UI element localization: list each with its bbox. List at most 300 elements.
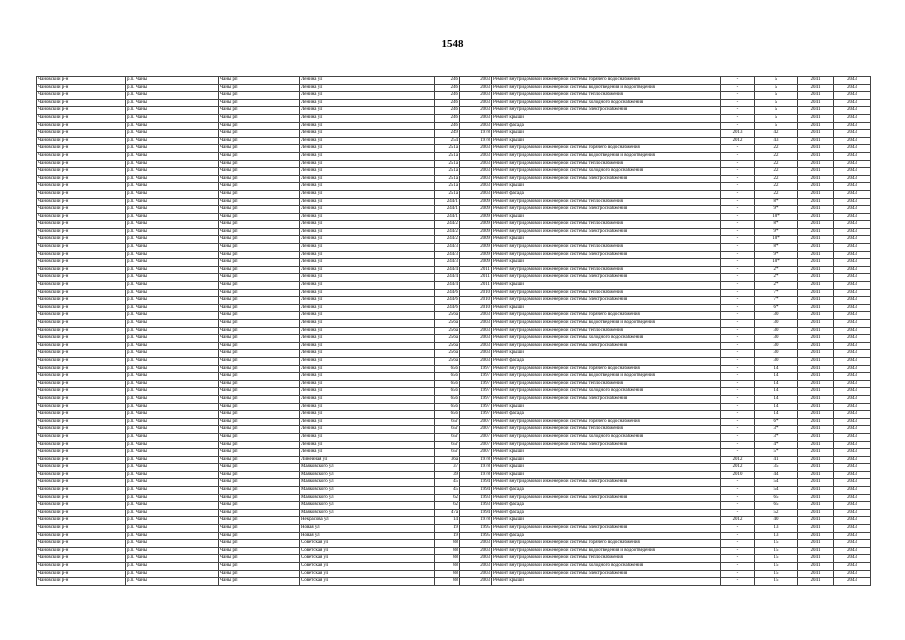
cell-house-number: 244/3 bbox=[435, 259, 460, 267]
cell-wear-value: 3* bbox=[755, 426, 798, 434]
cell-last-repair-year: 2012 bbox=[721, 456, 755, 464]
cell-wear-value: 5 bbox=[755, 84, 798, 92]
cell-last-repair-year: - bbox=[721, 84, 755, 92]
cell-wear-value: 54 bbox=[755, 487, 798, 495]
cell-locality: Чаны рп bbox=[219, 350, 300, 358]
cell-wear-value: 14 bbox=[755, 373, 798, 381]
cell-house-number: 45 bbox=[435, 487, 460, 495]
cell-settlement: р.п. Чаны bbox=[126, 380, 219, 388]
cell-locality: Чаны рп bbox=[219, 373, 300, 381]
table-row bbox=[37, 312, 871, 320]
cell-period-start: 2041 bbox=[798, 517, 834, 525]
cell-settlement: р.п. Чаны bbox=[126, 411, 219, 419]
cell-period-start: 2041 bbox=[798, 540, 834, 548]
cell-locality: Чаны рп bbox=[219, 266, 300, 274]
cell-wear-value: 42 bbox=[755, 130, 798, 138]
cell-period-end: 2043 bbox=[834, 145, 871, 153]
cell-settlement: р.п. Чаны bbox=[126, 555, 219, 563]
table-row bbox=[37, 244, 871, 252]
cell-build-year: 1997 bbox=[460, 403, 492, 411]
cell-house-number: 244/6 bbox=[435, 297, 460, 305]
cell-last-repair-year: - bbox=[721, 365, 755, 373]
cell-last-repair-year: - bbox=[721, 236, 755, 244]
cell-period-end: 2043 bbox=[834, 137, 871, 145]
cell-settlement: р.п. Чаны bbox=[126, 206, 219, 214]
cell-period-end: 2043 bbox=[834, 388, 871, 396]
cell-period-start: 2041 bbox=[798, 357, 834, 365]
cell-period-end: 2043 bbox=[834, 555, 871, 563]
cell-period-start: 2041 bbox=[798, 342, 834, 350]
cell-work-type: Ремонт внутридомовой инженерной системы электроснабжения bbox=[492, 107, 721, 115]
cell-wear-value: 15 bbox=[755, 540, 798, 548]
cell-build-year: 2009 bbox=[460, 198, 492, 206]
cell-settlement: р.п. Чаны bbox=[126, 84, 219, 92]
cell-wear-value: 10* bbox=[755, 236, 798, 244]
cell-period-start: 2041 bbox=[798, 175, 834, 183]
table-row bbox=[37, 122, 871, 130]
cell-wear-value: 30 bbox=[755, 350, 798, 358]
cell-work-type: Ремонт крыши bbox=[492, 137, 721, 145]
cell-period-start: 2041 bbox=[798, 92, 834, 100]
cell-settlement: р.п. Чаны bbox=[126, 99, 219, 107]
cell-period-end: 2043 bbox=[834, 228, 871, 236]
cell-wear-value: 4* bbox=[755, 441, 798, 449]
cell-build-year: 1978 bbox=[460, 130, 492, 138]
cell-wear-value: 30 bbox=[755, 357, 798, 365]
cell-period-end: 2043 bbox=[834, 373, 871, 381]
cell-work-type: Ремонт внутридомовой инженерной системы электроснабжения bbox=[492, 228, 721, 236]
cell-district: Чановский р-н bbox=[37, 304, 126, 312]
cell-build-year: 1993 bbox=[460, 502, 492, 510]
table-row bbox=[37, 373, 871, 381]
cell-work-type: Ремонт крыши bbox=[492, 304, 721, 312]
cell-street: Ленина ул bbox=[300, 449, 435, 457]
cell-work-type: Ремонт крыши bbox=[492, 114, 721, 122]
cell-locality: Чаны рп bbox=[219, 471, 300, 479]
cell-settlement: р.п. Чаны bbox=[126, 502, 219, 510]
cell-period-end: 2043 bbox=[834, 289, 871, 297]
cell-locality: Чаны рп bbox=[219, 540, 300, 548]
cell-period-end: 2043 bbox=[834, 206, 871, 214]
cell-work-type: Ремонт фасада bbox=[492, 190, 721, 198]
cell-house-number: 244/2 bbox=[435, 228, 460, 236]
cell-house-number: 256а bbox=[435, 342, 460, 350]
cell-period-end: 2043 bbox=[834, 213, 871, 221]
cell-last-repair-year: - bbox=[721, 502, 755, 510]
cell-district: Чановский р-н bbox=[37, 259, 126, 267]
cell-settlement: р.п. Чаны bbox=[126, 236, 219, 244]
cell-house-number: 244/1 bbox=[435, 206, 460, 214]
cell-period-end: 2043 bbox=[834, 107, 871, 115]
cell-locality: Чаны рп bbox=[219, 426, 300, 434]
cell-street: Маяковского ул bbox=[300, 494, 435, 502]
cell-period-end: 2043 bbox=[834, 236, 871, 244]
cell-work-type: Ремонт внутридомовой инженерной системы теплоснабжения bbox=[492, 266, 721, 274]
cell-build-year: 1997 bbox=[460, 411, 492, 419]
page-number: 1548 bbox=[441, 38, 464, 50]
cell-street: Ленина ул bbox=[300, 137, 435, 145]
cell-period-start: 2041 bbox=[798, 509, 834, 517]
table-row bbox=[37, 411, 871, 419]
cell-house-number: 256а bbox=[435, 335, 460, 343]
table-row bbox=[37, 441, 871, 449]
cell-district: Чановский р-н bbox=[37, 213, 126, 221]
cell-period-start: 2041 bbox=[798, 244, 834, 252]
cell-period-end: 2043 bbox=[834, 99, 871, 107]
cell-locality: Чаны рп bbox=[219, 168, 300, 176]
cell-work-type: Ремонт внутридомовой инженерной системы теплоснабжения bbox=[492, 221, 721, 229]
cell-house-number: 88 bbox=[435, 540, 460, 548]
table-row bbox=[37, 304, 871, 312]
cell-street: Ленина ул bbox=[300, 145, 435, 153]
cell-wear-value: 3* bbox=[755, 433, 798, 441]
cell-house-number: 65б bbox=[435, 395, 460, 403]
cell-house-number: 88 bbox=[435, 547, 460, 555]
cell-period-start: 2041 bbox=[798, 297, 834, 305]
cell-last-repair-year: - bbox=[721, 540, 755, 548]
cell-last-repair-year: - bbox=[721, 525, 755, 533]
cell-house-number: 65г bbox=[435, 426, 460, 434]
table-row bbox=[37, 221, 871, 229]
cell-locality: Чаны рп bbox=[219, 532, 300, 540]
cell-work-type: Ремонт внутридомовой инженерной системы теплоснабжения bbox=[492, 198, 721, 206]
cell-period-start: 2041 bbox=[798, 479, 834, 487]
cell-street: Ленина ул bbox=[300, 175, 435, 183]
cell-period-start: 2041 bbox=[798, 464, 834, 472]
table-row bbox=[37, 99, 871, 107]
cell-period-start: 2041 bbox=[798, 190, 834, 198]
cell-period-start: 2041 bbox=[798, 266, 834, 274]
cell-settlement: р.п. Чаны bbox=[126, 92, 219, 100]
cell-house-number: 256а bbox=[435, 327, 460, 335]
cell-last-repair-year: - bbox=[721, 395, 755, 403]
cell-build-year: 2009 bbox=[460, 221, 492, 229]
cell-locality: Чаны рп bbox=[219, 213, 300, 221]
cell-period-end: 2043 bbox=[834, 77, 871, 85]
cell-last-repair-year: - bbox=[721, 190, 755, 198]
cell-work-type: Ремонт внутридомовой инженерной системы холодного водоснабжения bbox=[492, 563, 721, 571]
cell-house-number: 246 bbox=[435, 122, 460, 130]
cell-district: Чановский р-н bbox=[37, 532, 126, 540]
cell-work-type: Ремонт крыши bbox=[492, 259, 721, 267]
cell-period-start: 2041 bbox=[798, 122, 834, 130]
cell-build-year: 1994 bbox=[460, 487, 492, 495]
cell-district: Чановский р-н bbox=[37, 160, 126, 168]
table-row bbox=[37, 388, 871, 396]
cell-house-number: 246 bbox=[435, 84, 460, 92]
cell-last-repair-year: - bbox=[721, 282, 755, 290]
cell-district: Чановский р-н bbox=[37, 380, 126, 388]
cell-period-end: 2043 bbox=[834, 471, 871, 479]
cell-locality: Чаны рп bbox=[219, 487, 300, 495]
cell-work-type: Ремонт внутридомовой инженерной системы холодного водоснабжения bbox=[492, 99, 721, 107]
cell-work-type: Ремонт внутридомовой инженерной системы электроснабжения bbox=[492, 570, 721, 578]
cell-period-start: 2041 bbox=[798, 563, 834, 571]
cell-period-start: 2041 bbox=[798, 456, 834, 464]
cell-settlement: р.п. Чаны bbox=[126, 213, 219, 221]
cell-district: Чановский р-н bbox=[37, 175, 126, 183]
cell-street: Ленина ул bbox=[300, 380, 435, 388]
cell-period-end: 2043 bbox=[834, 411, 871, 419]
cell-period-start: 2041 bbox=[798, 449, 834, 457]
cell-wear-value: 30 bbox=[755, 327, 798, 335]
cell-build-year: 2010 bbox=[460, 289, 492, 297]
cell-locality: Чаны рп bbox=[219, 251, 300, 259]
cell-build-year: 2003 bbox=[460, 357, 492, 365]
cell-period-start: 2041 bbox=[798, 130, 834, 138]
cell-build-year: 1978 bbox=[460, 456, 492, 464]
cell-street: Ленина ул bbox=[300, 312, 435, 320]
cell-house-number: 249 bbox=[435, 130, 460, 138]
cell-last-repair-year: 2012 bbox=[721, 137, 755, 145]
cell-settlement: р.п. Чаны bbox=[126, 433, 219, 441]
table-row bbox=[37, 456, 871, 464]
cell-locality: Чаны рп bbox=[219, 335, 300, 343]
cell-settlement: р.п. Чаны bbox=[126, 304, 219, 312]
cell-wear-value: 13 bbox=[755, 525, 798, 533]
cell-work-type: Ремонт внутридомовой инженерной системы электроснабжения bbox=[492, 525, 721, 533]
cell-settlement: р.п. Чаны bbox=[126, 494, 219, 502]
cell-wear-value: 65 bbox=[755, 502, 798, 510]
cell-build-year: 1994 bbox=[460, 509, 492, 517]
cell-wear-value: 22 bbox=[755, 160, 798, 168]
cell-street: Ленина ул bbox=[300, 183, 435, 191]
cell-work-type: Ремонт фасада bbox=[492, 122, 721, 130]
cell-build-year: 2009 bbox=[460, 213, 492, 221]
table-row bbox=[37, 160, 871, 168]
cell-build-year: 1997 bbox=[460, 380, 492, 388]
cell-work-type: Ремонт внутридомовой инженерной системы теплоснабжения bbox=[492, 92, 721, 100]
cell-district: Чановский р-н bbox=[37, 92, 126, 100]
cell-house-number: 19 bbox=[435, 532, 460, 540]
table-row bbox=[37, 517, 871, 525]
cell-wear-value: 14 bbox=[755, 411, 798, 419]
table-row bbox=[37, 168, 871, 176]
cell-build-year: 2003 bbox=[460, 320, 492, 328]
table-row bbox=[37, 152, 871, 160]
table-row bbox=[37, 77, 871, 85]
cell-settlement: р.п. Чаны bbox=[126, 160, 219, 168]
cell-build-year: 1997 bbox=[460, 365, 492, 373]
cell-district: Чановский р-н bbox=[37, 373, 126, 381]
cell-work-type: Ремонт внутридомовой инженерной системы водоотведения и водоотведения bbox=[492, 373, 721, 381]
cell-district: Чановский р-н bbox=[37, 320, 126, 328]
cell-house-number: 254 bbox=[435, 137, 460, 145]
cell-street: Маяковского ул bbox=[300, 471, 435, 479]
cell-period-start: 2041 bbox=[798, 350, 834, 358]
cell-street: Советская ул bbox=[300, 570, 435, 578]
cell-build-year: 2009 bbox=[460, 259, 492, 267]
cell-locality: Чаны рп bbox=[219, 289, 300, 297]
cell-locality: Чаны рп bbox=[219, 342, 300, 350]
cell-settlement: р.п. Чаны bbox=[126, 228, 219, 236]
cell-wear-value: 14 bbox=[755, 395, 798, 403]
cell-work-type: Ремонт внутридомовой инженерной системы электроснабжения bbox=[492, 441, 721, 449]
cell-street: Маяковского ул bbox=[300, 509, 435, 517]
cell-period-start: 2041 bbox=[798, 221, 834, 229]
cell-settlement: р.п. Чаны bbox=[126, 251, 219, 259]
cell-period-start: 2041 bbox=[798, 418, 834, 426]
cell-settlement: р.п. Чаны bbox=[126, 145, 219, 153]
cell-work-type: Ремонт крыши bbox=[492, 282, 721, 290]
cell-last-repair-year: - bbox=[721, 357, 755, 365]
cell-street: Маяковского ул bbox=[300, 479, 435, 487]
cell-locality: Чаны рп bbox=[219, 99, 300, 107]
cell-last-repair-year: - bbox=[721, 198, 755, 206]
cell-build-year: 2003 bbox=[460, 160, 492, 168]
cell-period-start: 2041 bbox=[798, 411, 834, 419]
table-row bbox=[37, 206, 871, 214]
cell-work-type: Ремонт внутридомовой инженерной системы электроснабжения bbox=[492, 206, 721, 214]
cell-locality: Чаны рп bbox=[219, 365, 300, 373]
table-row bbox=[37, 251, 871, 259]
cell-last-repair-year: - bbox=[721, 532, 755, 540]
cell-district: Чановский р-н bbox=[37, 494, 126, 502]
cell-settlement: р.п. Чаны bbox=[126, 183, 219, 191]
table-row bbox=[37, 479, 871, 487]
cell-wear-value: 40 bbox=[755, 517, 798, 525]
cell-locality: Чаны рп bbox=[219, 494, 300, 502]
cell-locality: Чаны рп bbox=[219, 145, 300, 153]
cell-locality: Чаны рп bbox=[219, 152, 300, 160]
cell-build-year: 2011 bbox=[460, 282, 492, 290]
cell-period-start: 2041 bbox=[798, 251, 834, 259]
table-row bbox=[37, 190, 871, 198]
cell-work-type: Ремонт крыши bbox=[492, 464, 721, 472]
cell-period-end: 2043 bbox=[834, 114, 871, 122]
cell-settlement: р.п. Чаны bbox=[126, 198, 219, 206]
cell-wear-value: 30 bbox=[755, 342, 798, 350]
table-row bbox=[37, 433, 871, 441]
cell-district: Чановский р-н bbox=[37, 228, 126, 236]
table-row bbox=[37, 289, 871, 297]
cell-wear-value: 15 bbox=[755, 570, 798, 578]
cell-district: Чановский р-н bbox=[37, 426, 126, 434]
cell-work-type: Ремонт внутридомовой инженерной системы водоотведения и водоотведения bbox=[492, 84, 721, 92]
cell-period-start: 2041 bbox=[798, 494, 834, 502]
cell-last-repair-year: - bbox=[721, 449, 755, 457]
cell-last-repair-year: - bbox=[721, 426, 755, 434]
cell-period-start: 2041 bbox=[798, 206, 834, 214]
cell-build-year: 2003 bbox=[460, 335, 492, 343]
cell-district: Чановский р-н bbox=[37, 471, 126, 479]
cell-district: Чановский р-н bbox=[37, 540, 126, 548]
cell-settlement: р.п. Чаны bbox=[126, 441, 219, 449]
cell-build-year: 2007 bbox=[460, 433, 492, 441]
cell-period-end: 2043 bbox=[834, 342, 871, 350]
cell-house-number: 244/2 bbox=[435, 236, 460, 244]
cell-street: Ленина ул bbox=[300, 259, 435, 267]
cell-house-number: 88 bbox=[435, 563, 460, 571]
cell-work-type: Ремонт крыши bbox=[492, 471, 721, 479]
cell-wear-value: 35 bbox=[755, 464, 798, 472]
table-row bbox=[37, 502, 871, 510]
cell-last-repair-year: - bbox=[721, 433, 755, 441]
cell-period-end: 2043 bbox=[834, 320, 871, 328]
cell-settlement: р.п. Чаны bbox=[126, 547, 219, 555]
cell-work-type: Ремонт фасада bbox=[492, 502, 721, 510]
cell-district: Чановский р-н bbox=[37, 183, 126, 191]
table-row bbox=[37, 335, 871, 343]
cell-last-repair-year: - bbox=[721, 152, 755, 160]
cell-locality: Чаны рп bbox=[219, 107, 300, 115]
cell-locality: Чаны рп bbox=[219, 137, 300, 145]
cell-street: Новая ул bbox=[300, 525, 435, 533]
cell-wear-value: 22 bbox=[755, 175, 798, 183]
cell-period-end: 2043 bbox=[834, 84, 871, 92]
cell-last-repair-year: - bbox=[721, 509, 755, 517]
cell-district: Чановский р-н bbox=[37, 137, 126, 145]
cell-street: Ленина ул bbox=[300, 122, 435, 130]
cell-locality: Чаны рп bbox=[219, 236, 300, 244]
table-row bbox=[37, 350, 871, 358]
cell-build-year: 1978 bbox=[460, 517, 492, 525]
cell-house-number: 88 bbox=[435, 555, 460, 563]
cell-district: Чановский р-н bbox=[37, 547, 126, 555]
cell-wear-value: 15 bbox=[755, 563, 798, 571]
cell-work-type: Ремонт внутридомовой инженерной системы теплоснабжения bbox=[492, 160, 721, 168]
cell-work-type: Ремонт внутридомовой инженерной системы электроснабжения bbox=[492, 395, 721, 403]
cell-locality: Чаны рп bbox=[219, 282, 300, 290]
cell-street: Ленина ул bbox=[300, 335, 435, 343]
cell-settlement: р.п. Чаны bbox=[126, 509, 219, 517]
cell-period-start: 2041 bbox=[798, 289, 834, 297]
table-row bbox=[37, 228, 871, 236]
cell-build-year: 1978 bbox=[460, 464, 492, 472]
cell-work-type: Ремонт крыши bbox=[492, 236, 721, 244]
capital-repair-table bbox=[36, 76, 871, 586]
cell-work-type: Ремонт крыши bbox=[492, 578, 721, 586]
cell-work-type: Ремонт фасада bbox=[492, 487, 721, 495]
cell-work-type: Ремонт крыши bbox=[492, 449, 721, 457]
cell-period-start: 2041 bbox=[798, 99, 834, 107]
cell-period-end: 2043 bbox=[834, 395, 871, 403]
cell-house-number: 88 bbox=[435, 570, 460, 578]
cell-period-start: 2041 bbox=[798, 395, 834, 403]
cell-settlement: р.п. Чаны bbox=[126, 525, 219, 533]
table-row bbox=[37, 107, 871, 115]
cell-last-repair-year: 2012 bbox=[721, 517, 755, 525]
cell-district: Чановский р-н bbox=[37, 221, 126, 229]
cell-last-repair-year: - bbox=[721, 411, 755, 419]
cell-settlement: р.п. Чаны bbox=[126, 137, 219, 145]
cell-period-end: 2043 bbox=[834, 160, 871, 168]
cell-street: Ленина ул bbox=[300, 84, 435, 92]
cell-house-number: 251а bbox=[435, 168, 460, 176]
cell-house-number: 251а bbox=[435, 160, 460, 168]
table-row bbox=[37, 395, 871, 403]
cell-district: Чановский р-н bbox=[37, 502, 126, 510]
cell-street: Советская ул bbox=[300, 540, 435, 548]
cell-district: Чановский р-н bbox=[37, 99, 126, 107]
cell-street: Ленина ул bbox=[300, 320, 435, 328]
cell-house-number: 14 bbox=[435, 517, 460, 525]
cell-build-year: 1997 bbox=[460, 373, 492, 381]
cell-period-end: 2043 bbox=[834, 350, 871, 358]
cell-street: Ленина ул bbox=[300, 441, 435, 449]
cell-build-year: 1997 bbox=[460, 395, 492, 403]
cell-period-end: 2043 bbox=[834, 403, 871, 411]
cell-work-type: Ремонт внутридомовой инженерной системы электроснабжения bbox=[492, 494, 721, 502]
cell-work-type: Ремонт крыши bbox=[492, 403, 721, 411]
cell-work-type: Ремонт внутридомовой инженерной системы теплоснабжения bbox=[492, 244, 721, 252]
cell-period-end: 2043 bbox=[834, 198, 871, 206]
table-row bbox=[37, 259, 871, 267]
table-row bbox=[37, 114, 871, 122]
cell-wear-value: 14 bbox=[755, 388, 798, 396]
cell-district: Чановский р-н bbox=[37, 456, 126, 464]
cell-wear-value: 9* bbox=[755, 251, 798, 259]
